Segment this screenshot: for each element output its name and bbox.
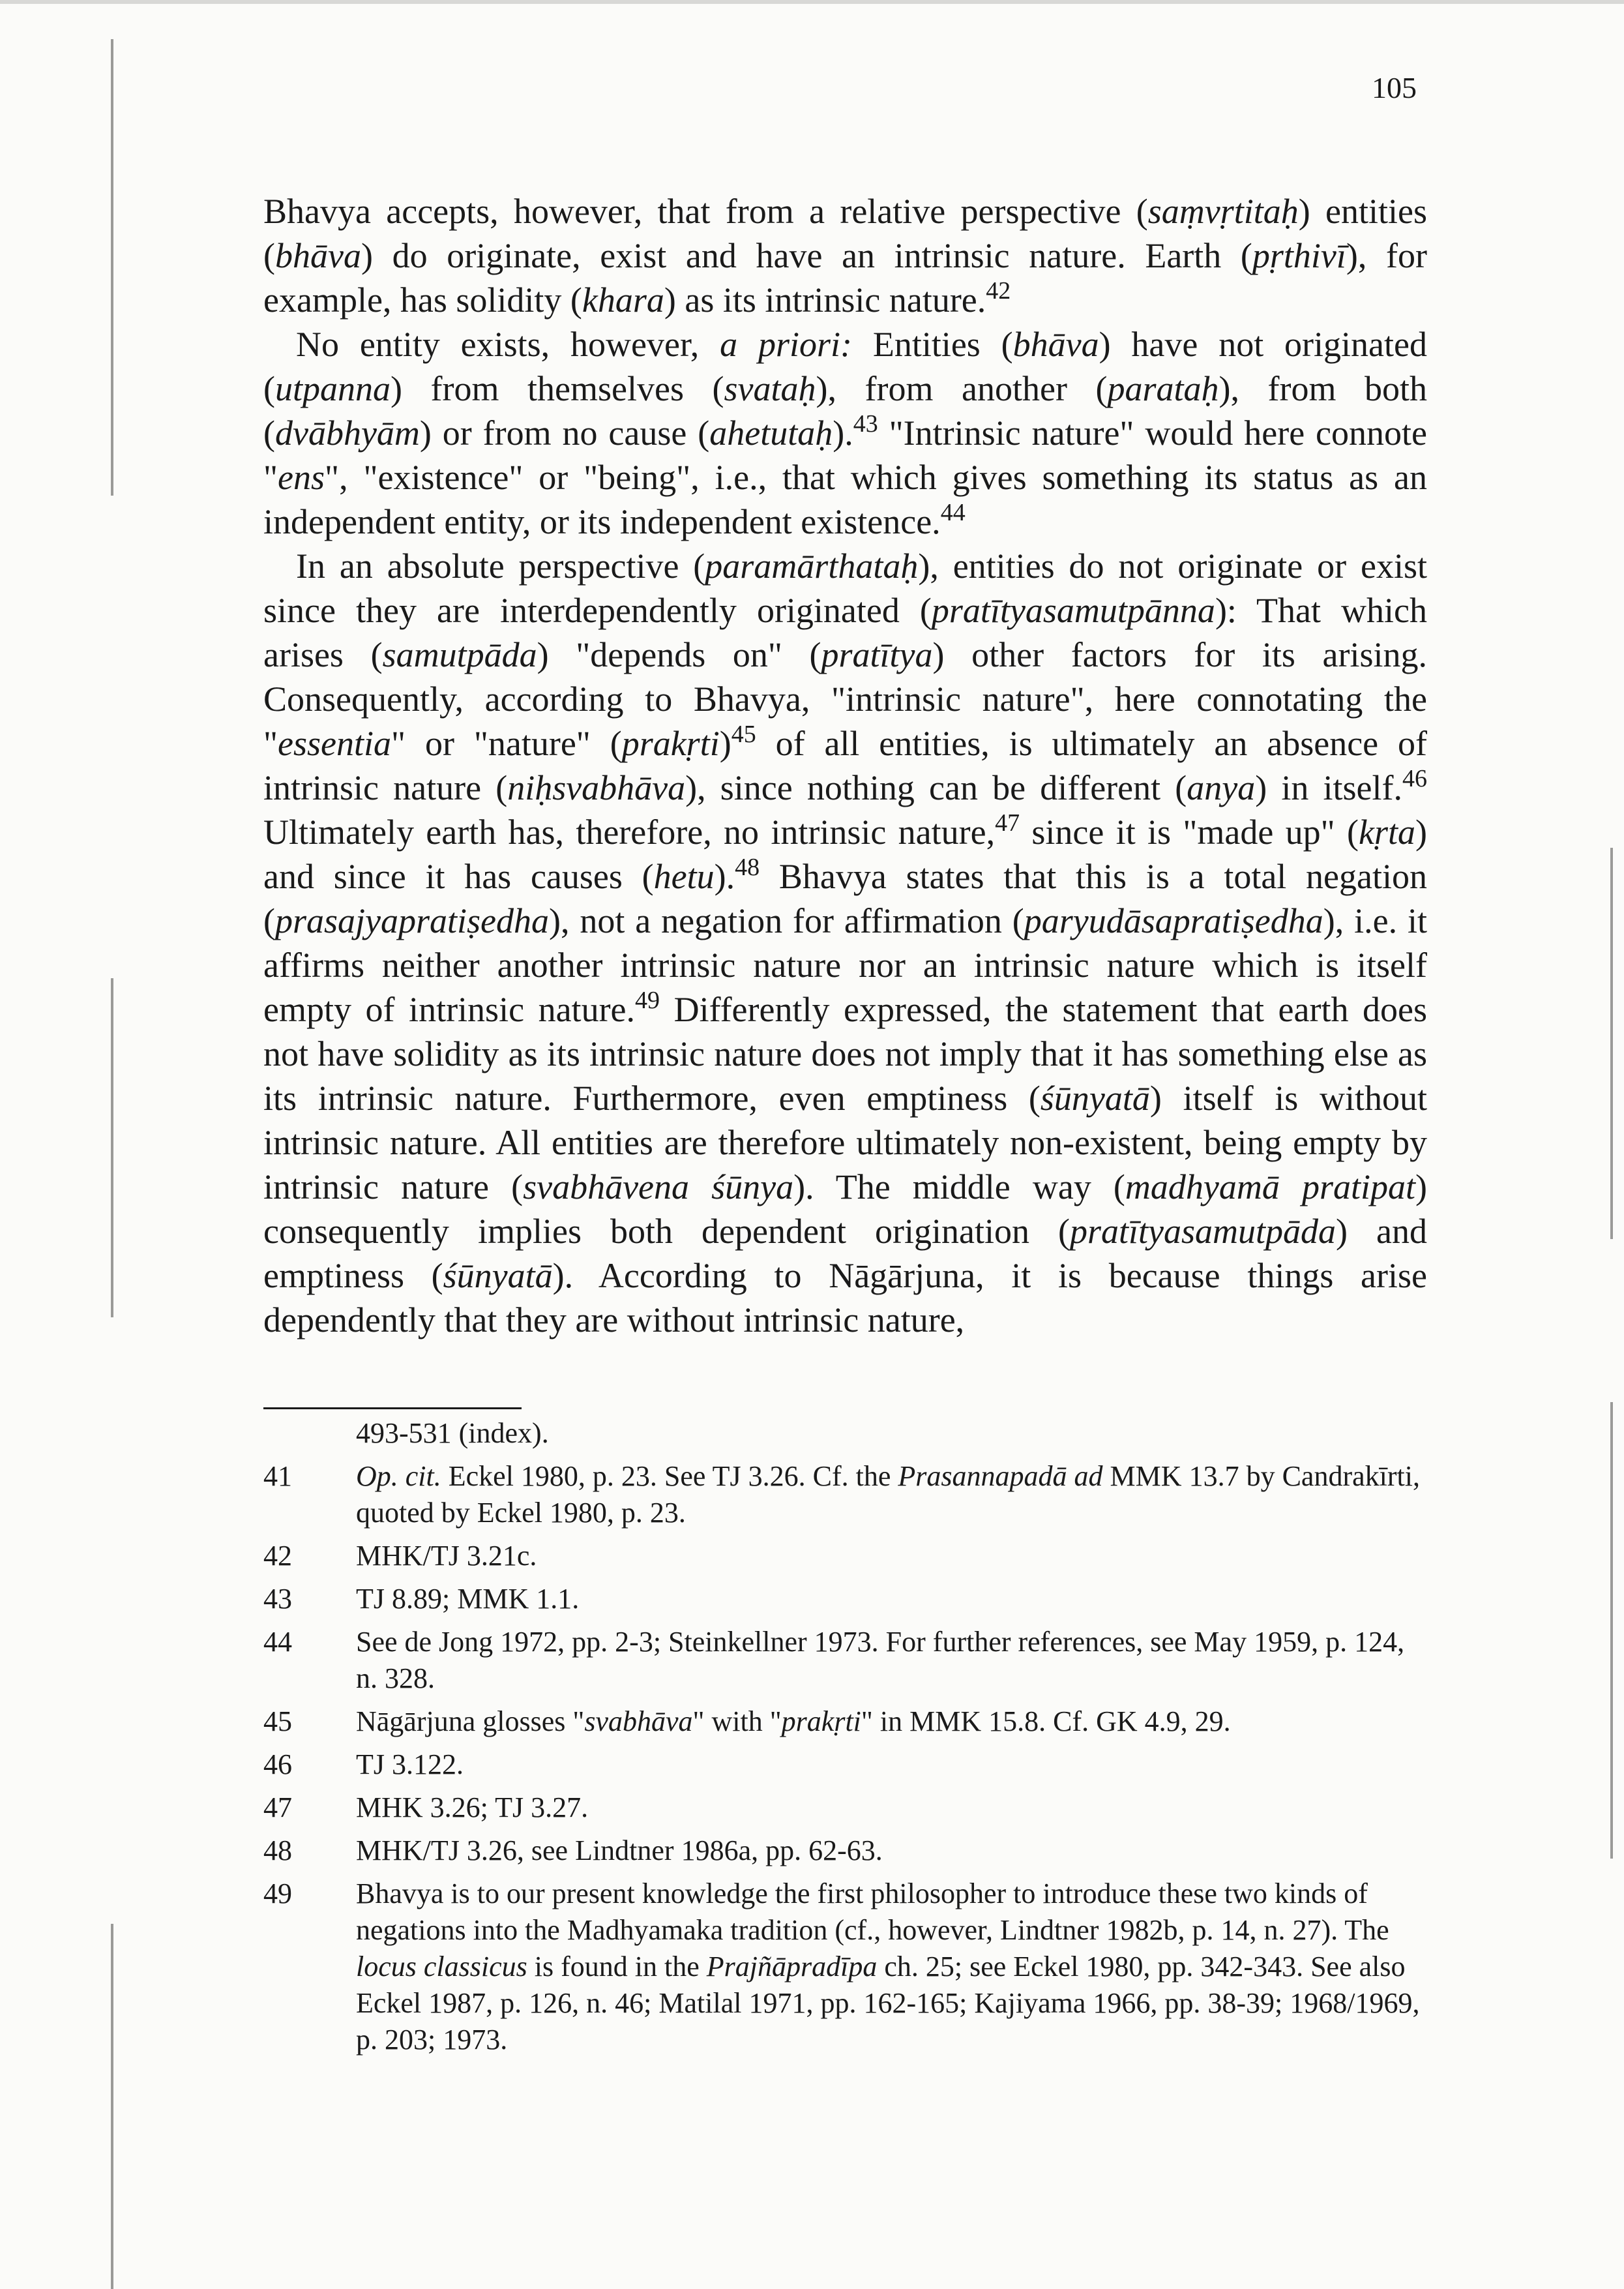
text-run: ), from both ( xyxy=(263,369,1428,453)
footnote-text xyxy=(356,1791,588,1823)
text-run: "Intrinsic nature" would here connote " xyxy=(263,413,1427,497)
footnote xyxy=(263,1703,1427,1740)
footnote-text-run: TJ 8.89; MMK 1.1. xyxy=(356,1583,580,1615)
text-run: ) itself is without intrinsic nature. All entities are therefore ultimately non-existent, being empty by intrinsic nature ( xyxy=(263,1079,1427,1206)
italic-term: Prasannapadā ad xyxy=(898,1460,1103,1492)
italic-term: bhāva xyxy=(1012,325,1099,364)
text-run: Entities ( xyxy=(851,325,1013,364)
text-run: of all entities, is ultimately an absence of intrinsic nature ( xyxy=(263,724,1427,807)
footnote-text-run: MHK/TJ 3.21c. xyxy=(356,1540,537,1572)
footnote-number: 49 xyxy=(263,1878,292,1909)
scan-left-edge-mark xyxy=(111,978,113,1317)
text-run: ), entities do not originate or exist since they are interdependently originated ( xyxy=(263,546,1427,630)
footnote-reference: 45 xyxy=(731,721,756,748)
footnote-text xyxy=(356,1748,464,1780)
italic-term: svabhāvena śūnya xyxy=(523,1167,794,1206)
paragraph xyxy=(263,189,1427,322)
footnotes xyxy=(263,1415,1427,2065)
main-text xyxy=(263,189,1427,1342)
footnote-text-run: See de Jong 1972, pp. 2-3; Steinkellner 1973. For further references, see May 1959, p. 124, n. 328. xyxy=(356,1626,1405,1694)
footnote-text-run: Nāgārjuna glosses " xyxy=(356,1705,585,1737)
text-run: ) or from no cause ( xyxy=(419,413,710,453)
footnote-text-run: ch. 25; see Eckel 1980, pp. 342-343. See also Eckel 1987, p. 126, n. 46; Matilal 1971, pp. 162-165; Kajiyama 1966, pp. 38-39; 1968/1969, p. 203; 1973. xyxy=(356,1951,1420,2056)
footnote-text-run: 493-531 (index). xyxy=(356,1417,549,1449)
footnote xyxy=(263,1624,1427,1697)
text-run: ) xyxy=(719,724,731,763)
italic-term: kṛta xyxy=(1359,813,1416,852)
text-run: " or "nature" ( xyxy=(391,724,622,763)
italic-term: prasajyapratiṣedha xyxy=(274,901,549,940)
footnote-number: 48 xyxy=(263,1834,292,1866)
footnote-text xyxy=(356,1417,549,1449)
text-run: Differently expressed, the statement that earth does not have solidity as its intrinsic nature does not imply that it has something else as its intrinsic nature. Furthermore, even emptiness ( xyxy=(263,990,1427,1118)
footnote-reference: 48 xyxy=(735,854,760,881)
text-run: ). xyxy=(833,413,853,453)
text-run: ) entities ( xyxy=(263,192,1427,275)
footnote-text xyxy=(356,1583,579,1615)
text-run: ) and since it has causes ( xyxy=(263,813,1428,896)
footnote-number: 46 xyxy=(263,1748,292,1780)
footnote-text-run: is found in the xyxy=(527,1951,707,1982)
italic-term: parataḥ xyxy=(1107,369,1219,408)
footnote xyxy=(263,1415,1427,1452)
text-run: In an absolute perspective ( xyxy=(296,546,705,586)
text-run: ). According to Nāgārjuna, it is because things arise dependently that they are without intrinsic nature, xyxy=(263,1256,1427,1339)
text-run: ) and emptiness ( xyxy=(263,1212,1427,1295)
italic-term: śūnyatā xyxy=(1040,1079,1150,1118)
italic-term: dvābhyām xyxy=(274,413,420,453)
italic-term: a priori: xyxy=(720,325,852,364)
footnote-text-run: MHK/TJ 3.26, see Lindtner 1986a, pp. 62-63. xyxy=(356,1834,883,1866)
italic-term: locus classicus xyxy=(356,1951,527,1982)
footnote-text xyxy=(356,1540,537,1572)
text-run: ) as its intrinsic nature. xyxy=(664,280,986,320)
italic-term: śūnyatā xyxy=(443,1256,553,1295)
footnote xyxy=(263,1538,1427,1574)
footnote-separator xyxy=(263,1407,522,1409)
footnote-reference: 49 xyxy=(635,987,660,1014)
footnote-number: 42 xyxy=(263,1540,292,1572)
italic-term: pṛthivī xyxy=(1252,236,1346,275)
footnote-number: 41 xyxy=(263,1460,292,1492)
footnote-number: 44 xyxy=(263,1626,292,1658)
footnote-text-run: TJ 3.122. xyxy=(356,1748,464,1780)
italic-term: svataḥ xyxy=(724,369,816,408)
italic-term: svabhāva xyxy=(584,1705,693,1737)
page-number: 105 xyxy=(1372,71,1417,104)
footnote-reference: 42 xyxy=(986,277,1011,305)
italic-term: pratītyasamutpāda xyxy=(1069,1212,1336,1251)
text-run: ) "depends on" ( xyxy=(537,635,821,674)
italic-term: hetu xyxy=(653,857,715,896)
footnote-number: 43 xyxy=(263,1583,292,1615)
italic-term: pratītyasamutpānna xyxy=(931,591,1215,630)
text-run: since it is "made up" ( xyxy=(1020,813,1359,852)
scan-right-edge-mark xyxy=(1610,848,1613,1239)
footnote-reference: 47 xyxy=(995,809,1020,837)
footnote-number: 47 xyxy=(263,1791,292,1823)
italic-term: ahetutaḥ xyxy=(709,413,833,453)
text-run: ", "existence" or "being", i.e., that which gives something its status as an independent entity, or its independent existence. xyxy=(263,458,1427,541)
footnote-text-run: MMK 13.7 by Candrakīrti, quoted by Eckel 1980, p. 23. xyxy=(356,1460,1420,1529)
italic-term: paryudāsapratiṣedha xyxy=(1024,901,1323,940)
italic-term: niḥsvabhāva xyxy=(507,768,686,807)
footnote xyxy=(263,1789,1427,1826)
footnote-text-run: MHK 3.26; TJ 3.27. xyxy=(356,1791,589,1823)
italic-term: pratītya xyxy=(821,635,933,674)
italic-term: bhāva xyxy=(274,236,361,275)
footnote-text-run: " with " xyxy=(692,1705,782,1737)
footnote xyxy=(263,1746,1427,1783)
italic-term: prakṛti xyxy=(621,724,720,763)
text-run: Ultimately earth has, therefore, no intrinsic nature, xyxy=(263,813,996,852)
italic-term: saṃvṛtitaḥ xyxy=(1147,192,1299,231)
text-run: ), since nothing can be different ( xyxy=(685,768,1187,807)
text-run: ) consequently implies both dependent origination ( xyxy=(263,1167,1427,1251)
footnote-text xyxy=(356,1460,1420,1529)
text-run: Bhavya accepts, however, that from a relative perspective ( xyxy=(263,192,1148,231)
paragraph xyxy=(263,544,1427,1342)
italic-term: madhyamā pratipat xyxy=(1125,1167,1416,1206)
text-run: ), i.e. it affirms neither another intrinsic nature nor an intrinsic nature which is itself empty of intrinsic nature. xyxy=(263,901,1427,1029)
paragraph xyxy=(263,322,1427,544)
italic-term: anya xyxy=(1187,768,1256,807)
text-run: Bhavya states that this is a total negation ( xyxy=(263,857,1427,940)
footnote-text-run: Eckel 1980, p. 23. See TJ 3.26. Cf. the xyxy=(441,1460,898,1492)
italic-term: essentia xyxy=(278,724,392,763)
footnote xyxy=(263,1876,1427,2058)
footnote-text xyxy=(356,1705,1231,1737)
italic-term: prakṛti xyxy=(781,1705,861,1737)
scan-left-edge-mark xyxy=(111,39,113,496)
footnote-text xyxy=(356,1878,1419,2056)
text-run: ). The middle way ( xyxy=(793,1167,1125,1206)
italic-term: samutpāda xyxy=(382,635,537,674)
italic-term: Op. cit. xyxy=(356,1460,441,1492)
footnote-text xyxy=(356,1626,1404,1694)
text-run: ), for example, has solidity ( xyxy=(263,236,1427,320)
footnote-text-run: Bhavya is to our present knowledge the first philosopher to introduce these two kinds of negations into the Madhyamaka tradition (cf., however, Lindtner 1982b, p. 14, n. 27). The xyxy=(356,1878,1389,1946)
text-run: ). xyxy=(714,857,735,896)
text-run: ) from themselves ( xyxy=(391,369,724,408)
italic-term: Prajñāpradīpa xyxy=(706,1951,878,1982)
scan-top-edge xyxy=(0,0,1624,4)
italic-term: utpanna xyxy=(274,369,391,408)
footnote-text xyxy=(356,1834,883,1866)
footnote-reference: 46 xyxy=(1402,765,1427,792)
text-run: ), not a negation for affirmation ( xyxy=(549,901,1024,940)
footnote xyxy=(263,1458,1427,1531)
footnote xyxy=(263,1833,1427,1869)
text-run: No entity exists, however, xyxy=(296,325,720,364)
text-run: ) other factors for its arising. Consequently, according to Bhavya, "intrinsic nature", here connotating the " xyxy=(263,635,1428,763)
footnote-reference: 44 xyxy=(940,499,966,526)
text-run: ) do originate, exist and have an intrinsic nature. Earth ( xyxy=(361,236,1252,275)
footnote-reference: 43 xyxy=(853,410,878,438)
footnote xyxy=(263,1581,1427,1617)
text-run: ), from another ( xyxy=(816,369,1108,408)
italic-term: paramārthataḥ xyxy=(705,546,919,586)
scan-left-edge-mark xyxy=(111,1924,113,2289)
footnote-text-run: " in MMK 15.8. Cf. GK 4.9, 29. xyxy=(861,1705,1231,1737)
scan-right-edge-mark xyxy=(1610,1402,1613,1859)
text-run: ) have not originated ( xyxy=(263,325,1427,408)
text-run: ): That which arises ( xyxy=(263,591,1427,674)
italic-term: khara xyxy=(582,280,664,320)
italic-term: ens xyxy=(278,458,325,497)
text-run: ) in itself. xyxy=(1255,768,1402,807)
footnote-number: 45 xyxy=(263,1705,292,1737)
